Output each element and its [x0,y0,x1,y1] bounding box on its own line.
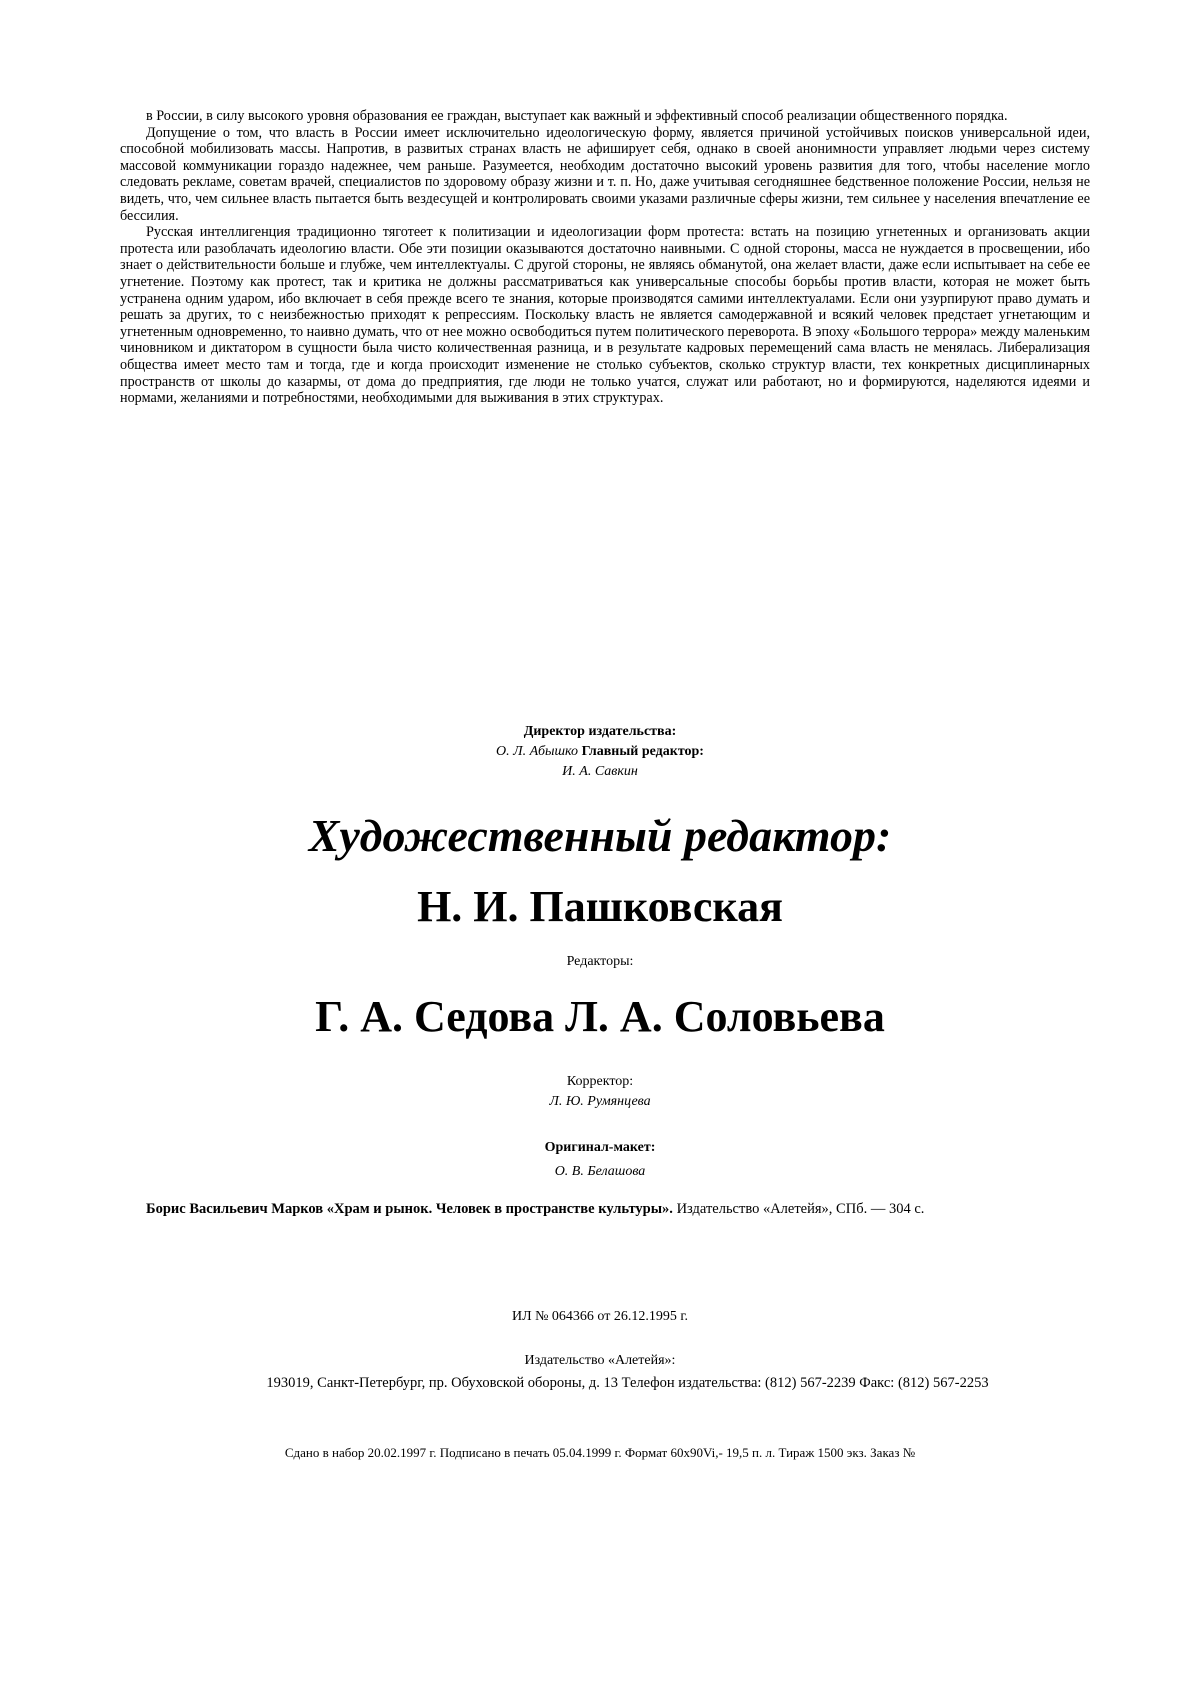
book-citation-title: Борис Васильевич Марков «Храм и рынок. Человек в пространстве культуры». [146,1201,673,1217]
chief-editor-name: И. А. Савкин [0,762,1200,782]
chief-editor-label: Главный редактор: [582,744,704,759]
print-info: Сдано в набор 20.02.1997 г. Подписано в печать 05.04.1999 г. Формат 60x90Vi,- 19,5 п. л. Тираж 1500 экз. Заказ № [0,1444,1200,1462]
layout-block [0,1138,1200,1182]
art-editor-name: Н. И. Пашковская [0,880,1200,934]
book-citation-rest: Издательство «Алетейя», СПб. — 304 с. [673,1201,924,1217]
document-page [0,0,1200,1696]
paragraph-ideology: Допущение о том, что власть в России имеет исключительно идеологическую форму, является причиной устойчивых поисков универсальной идеи, способной мобилизовать массы. Напротив, в развитых странах власть не афиширует себя, однако в своей анонимности управляет людьми через систему массовой коммуникации гораздо надежнее, чем раньше. Разумеется, необходим достаточно высокий уровень развития для того, чтобы население могло следовать рекламе, советам врачей, специалистов по здоровому образу жизни и т. п. Но, даже учитывая сегодняшнее бедственное положение России, нельзя не видеть, что, чем сильнее власть пытается быть вездесущей и контролировать своими указами различные сферы жизни, тем сильнее у населения впечатление ее бессилия. [120,125,1090,225]
director-label: Директор издательства: [0,722,1200,742]
book-citation [120,1198,1105,1220]
art-editor-block [0,808,1200,864]
layout-name: О. В. Белашова [0,1162,1200,1182]
corrector-name: Л. Ю. Румянцева [0,1092,1200,1112]
corrector-block [0,1072,1200,1112]
art-editor-label: Художественный редактор: [0,808,1200,864]
director-line [0,742,1200,762]
editors-label-block [0,952,1200,972]
director-name: О. Л. Абышко [496,744,578,759]
paragraph-continuation: в России, в силу высокого уровня образования ее граждан, выступает как важный и эффективный способ реализации общественного порядка. [120,108,1090,125]
corrector-label: Корректор: [0,1072,1200,1092]
editors-names: Г. А. Седова Л. А. Соловьева [0,990,1200,1044]
publisher-name: Издательство «Алетейя»: [0,1350,1200,1372]
editors-names-block [0,990,1200,1044]
layout-label: Оригинал-макет: [0,1138,1200,1158]
art-editor-name-block [0,880,1200,934]
director-block [0,722,1200,782]
publisher-address: 193019, Санкт-Петербург, пр. Обуховской обороны, д. 13 Телефон издательства: (812) 567-2239 Факс: (812) 567-2253 [180,1372,1075,1394]
license-number: ИЛ № 064366 от 26.12.1995 г. [0,1306,1200,1328]
body-text [120,108,1090,407]
paragraph-intelligentsia: Русская интеллигенция традиционно тяготеет к политизации и идеологизации форм протеста: встать на позицию угнетенных и организовать акции протеста или разоблачать идеологию власти. Обе эти позиции оказываются достаточно наивными. С одной стороны, масса не нуждается в просвещении, ибо знает о действительности больше и глубже, чем интеллектуалы. С другой стороны, не являясь обманутой, она желает власти, даже если испытывает на себе ее угнетение. Поэтому как протест, так и критика не должны рассматриваться как универсальные способы борьбы против власти, которая не может быть устранена одним ударом, ибо включает в себя прежде всего те знания, которые производятся самими интеллектуалами. Если они узурпируют право думать и решать за других, то с неизбежностью приходят к репрессиям. Поскольку власть не является самодержавной и всякий человек предстает угнетающим и угнетенным одновременно, то наивно думать, что от нее можно освободиться путем политического переворота. В эпоху «Большого террора» между маленьким чиновником и диктатором в сущности была чисто количественная разница, и в результате кадровых перемещений сама власть не менялась. Либерализация общества имеет место там и тогда, где и когда происходит изменение не столько субъектов, сколько структур власти, тех конкретных дисциплинарных пространств от школы до казармы, от дома до предприятия, где люди не только учатся, служат или работают, но и формируются, наделяются идеями и нормами, желаниями и потребностями, необходимыми для выживания в этих структурах. [120,224,1090,407]
editors-label: Редакторы: [0,952,1200,972]
